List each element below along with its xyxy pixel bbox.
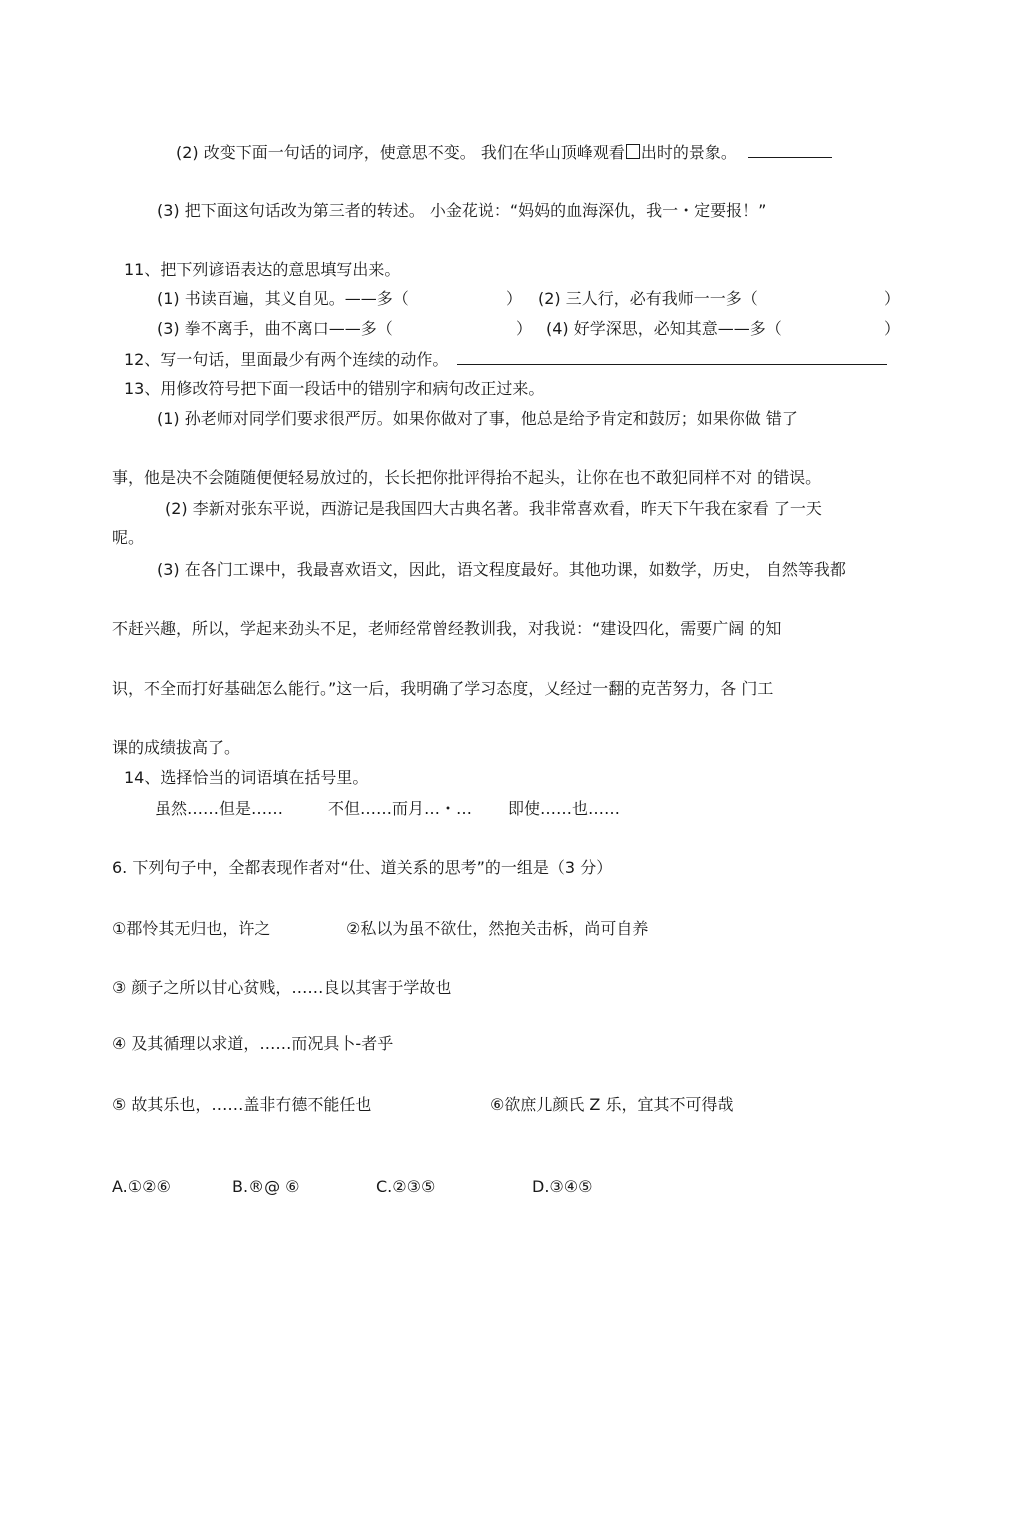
answer-blank-q12[interactable] — [457, 349, 887, 365]
q12-line — [124, 349, 887, 370]
q11-4: (4) 好学深思，必知其意——多（ — [546, 319, 782, 338]
answer-choice-c[interactable]: C.②③⑤ — [376, 1177, 436, 1196]
q13-3-line-1: (3) 在各门工课中，我最喜欢语文，因此，语文程度最好。其他功课，如数学，历史， 自然等我都 — [157, 560, 846, 579]
answer-blank-q10-2[interactable] — [748, 142, 832, 158]
q6-option-6: ⑥欲庶儿颜氏 Z 乐，宜其不可得哉 — [490, 1095, 734, 1114]
q13-3-line-4: 课的成绩拔高了。 — [112, 738, 241, 757]
q6-option-4: ④ 及其循理以求道，……而况具卜-者乎 — [112, 1034, 394, 1053]
q13-heading: 13、用修改符号把下面一段话中的错别字和病句改正过来。 — [124, 379, 545, 398]
q14-heading: 14、选择恰当的词语填在括号里。 — [124, 768, 369, 787]
q14-word-3: 即使……也…… — [508, 799, 621, 818]
q11-3: (3) 拳不离手，曲不离口——多（ — [157, 319, 393, 338]
answer-blank-q11-3[interactable] — [416, 319, 514, 339]
q13-2-line-2: 呢。 — [112, 528, 145, 547]
answer-blank-q11-1[interactable] — [432, 289, 504, 309]
q10-3-line: (3) 把下面这句话改为第三者的转述。 小金花说：“妈妈的血海深仇，我一・定要报！” — [157, 201, 767, 220]
q11-2-close: ） — [884, 289, 901, 308]
q12-text: 12、写一句话，里面最少有两个连续的动作。 — [124, 350, 449, 369]
q13-1-line-1: (1) 孙老师对同学们要求很严厉。如果你做对了事，他总是给予肯定和鼓厉；如果你做 错了 — [157, 409, 798, 428]
q14-word-1: 虽然……但是…… — [155, 799, 284, 818]
q6-option-1: ①郡怜其无归也，许之 — [112, 919, 271, 938]
answer-choice-a[interactable]: A.①②⑥ — [112, 1177, 171, 1196]
q11-1: (1) 书读百遍，其义自见。——多（ — [157, 289, 409, 308]
answer-choice-d[interactable]: D.③④⑤ — [532, 1177, 593, 1196]
q13-1-line-2: 事，他是决不会随随便便轻易放过的，长长把你批评得抬不起头，让你在也不敢犯同样不对 的错误。 — [112, 468, 822, 487]
answer-blank-q11-2[interactable] — [778, 289, 882, 309]
q6-option-3: ③ 颜子之所以甘心贫贱，……良以其害于学故也 — [112, 978, 452, 997]
q13-2-line-1: (2) 李新对张东平说，西游记是我国四大古典名著。我非常喜欢看，昨天下午我在家看 了一天 — [165, 499, 822, 518]
blank-box[interactable] — [626, 144, 640, 159]
q11-heading: 11、把下列谚语表达的意思填写出来。 — [124, 260, 401, 279]
q6-heading: 6. 下列句子中，全都表现作者对“仕、道关系的思考”的一组是（3 分） — [112, 858, 613, 877]
q11-2: (2) 三人行，必有我师一一多（ — [538, 289, 758, 308]
q13-3-line-3: 识，不全而打好基础怎么能行。”这一后，我明确了学习态度，乂经过一翻的克苦努力，各 门工 — [112, 679, 774, 698]
answer-blank-q11-4[interactable] — [806, 319, 882, 339]
q14-word-2: 不但……而月…・… — [328, 799, 473, 818]
answer-choice-b[interactable]: B.®@ ⑥ — [232, 1177, 300, 1196]
q10-2-text: (2) 改变下面一句话的词序，使意思不变。 我们在华山顶峰观看 — [176, 143, 625, 162]
q11-1-close: ） — [506, 289, 523, 308]
q11-3-close: ） — [516, 319, 533, 338]
q6-option-2: ②私以为虽不欲仕，然抱关击柝，尚可自养 — [346, 919, 649, 938]
q11-4-close: ） — [884, 319, 901, 338]
q10-2-text-end: 出时的景象。 — [640, 143, 737, 162]
q13-3-line-2: 不赶兴趣，所以，学起来劲头不足，老师经常曾经教训我，对我说：“建设四化，需要广阔 的知 — [112, 619, 782, 638]
q10-2-line — [176, 142, 832, 163]
q6-option-5: ⑤ 故其乐也，……盖非冇德不能任也 — [112, 1095, 372, 1114]
